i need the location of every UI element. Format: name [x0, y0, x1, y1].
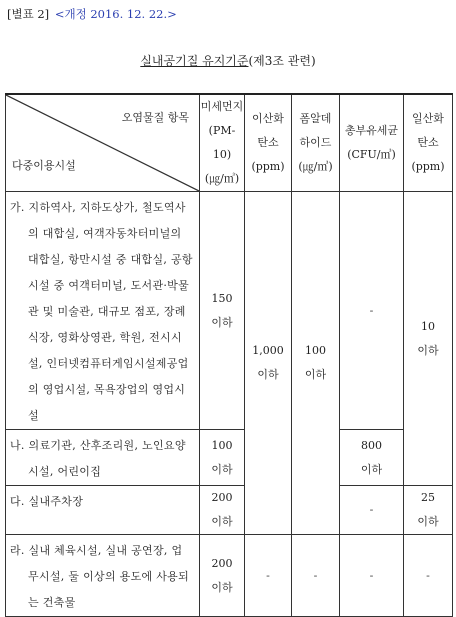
bacteria-ga: - — [340, 192, 404, 430]
co2-shared: 1,000 이하 — [245, 192, 292, 535]
diagonal-header-cell — [6, 94, 200, 192]
co2-ra: - — [245, 535, 292, 617]
document-title — [0, 52, 456, 69]
pm10-na: 100 이하 — [200, 430, 245, 486]
formaldehyde-shared: 100 이하 — [292, 192, 340, 535]
co-da: 25 이하 — [404, 486, 453, 535]
pm10-da: 200 이하 — [200, 486, 245, 535]
bacteria-da: - — [340, 486, 404, 535]
table-row-ga — [6, 192, 453, 430]
facility-na: 나. 의료기관, 산후조리원, 노인요양 시설, 어린이집 — [6, 430, 200, 486]
facility-da: 다. 실내주차장 — [6, 486, 200, 535]
pm10-ra: 200 이하 — [200, 535, 245, 617]
co-ga-na: 10 이하 — [404, 192, 453, 486]
bacteria-ra: - — [340, 535, 404, 617]
co-ra: - — [404, 535, 453, 617]
header-co: 일산화 탄소 (ppm) — [404, 94, 453, 192]
indoor-air-quality-table — [5, 93, 453, 617]
header-bacteria: 총부유세균 (CFU/㎥) — [340, 94, 404, 192]
formaldehyde-ra: - — [292, 535, 340, 617]
header-formaldehyde: 폼알데 하이드 (㎍/㎥) — [292, 94, 340, 192]
revision-date: <개정 2016. 12. 22.> — [54, 7, 177, 21]
bacteria-na: 800 이하 — [340, 430, 404, 486]
table-row-da — [6, 486, 453, 535]
pm10-ga: 150 이하 — [200, 192, 245, 430]
table-row-ra — [6, 535, 453, 617]
annex-number: [별표 2] — [7, 7, 50, 21]
table-row-na — [6, 430, 453, 486]
facility-label: 다중이용시설 — [12, 159, 76, 172]
pollutant-label: 오염물질 항목 — [121, 111, 189, 124]
header-co2: 이산화 탄소 (ppm) — [245, 94, 292, 192]
title-main: 실내공기질 유지기준 — [140, 54, 249, 68]
facility-ga: 가. 지하역사, 지하도상가, 철도역사 의 대합실, 여객자동차터미널의 대합실, 항만시설 중 대합실, 공항시설 중 여객터미널, 도서관·박물관 및 미술관, 대규모 점포, 장례식장, 영화상영관, 학원, 전시시설, 인터넷컴퓨터게임시설제공업의 영업시설, 목욕장업의 영업시설 — [6, 192, 200, 430]
table-header-row — [6, 94, 453, 192]
title-sub: (제3조 관련) — [248, 54, 316, 68]
facility-ra: 라. 실내 체육시설, 실내 공연장, 업 무시설, 둘 이상의 용도에 사용되는 건축물 — [6, 535, 200, 617]
header-pm10: 미세먼지 (PM-10) (㎍/㎥) — [200, 94, 245, 192]
annex-label — [7, 6, 177, 22]
